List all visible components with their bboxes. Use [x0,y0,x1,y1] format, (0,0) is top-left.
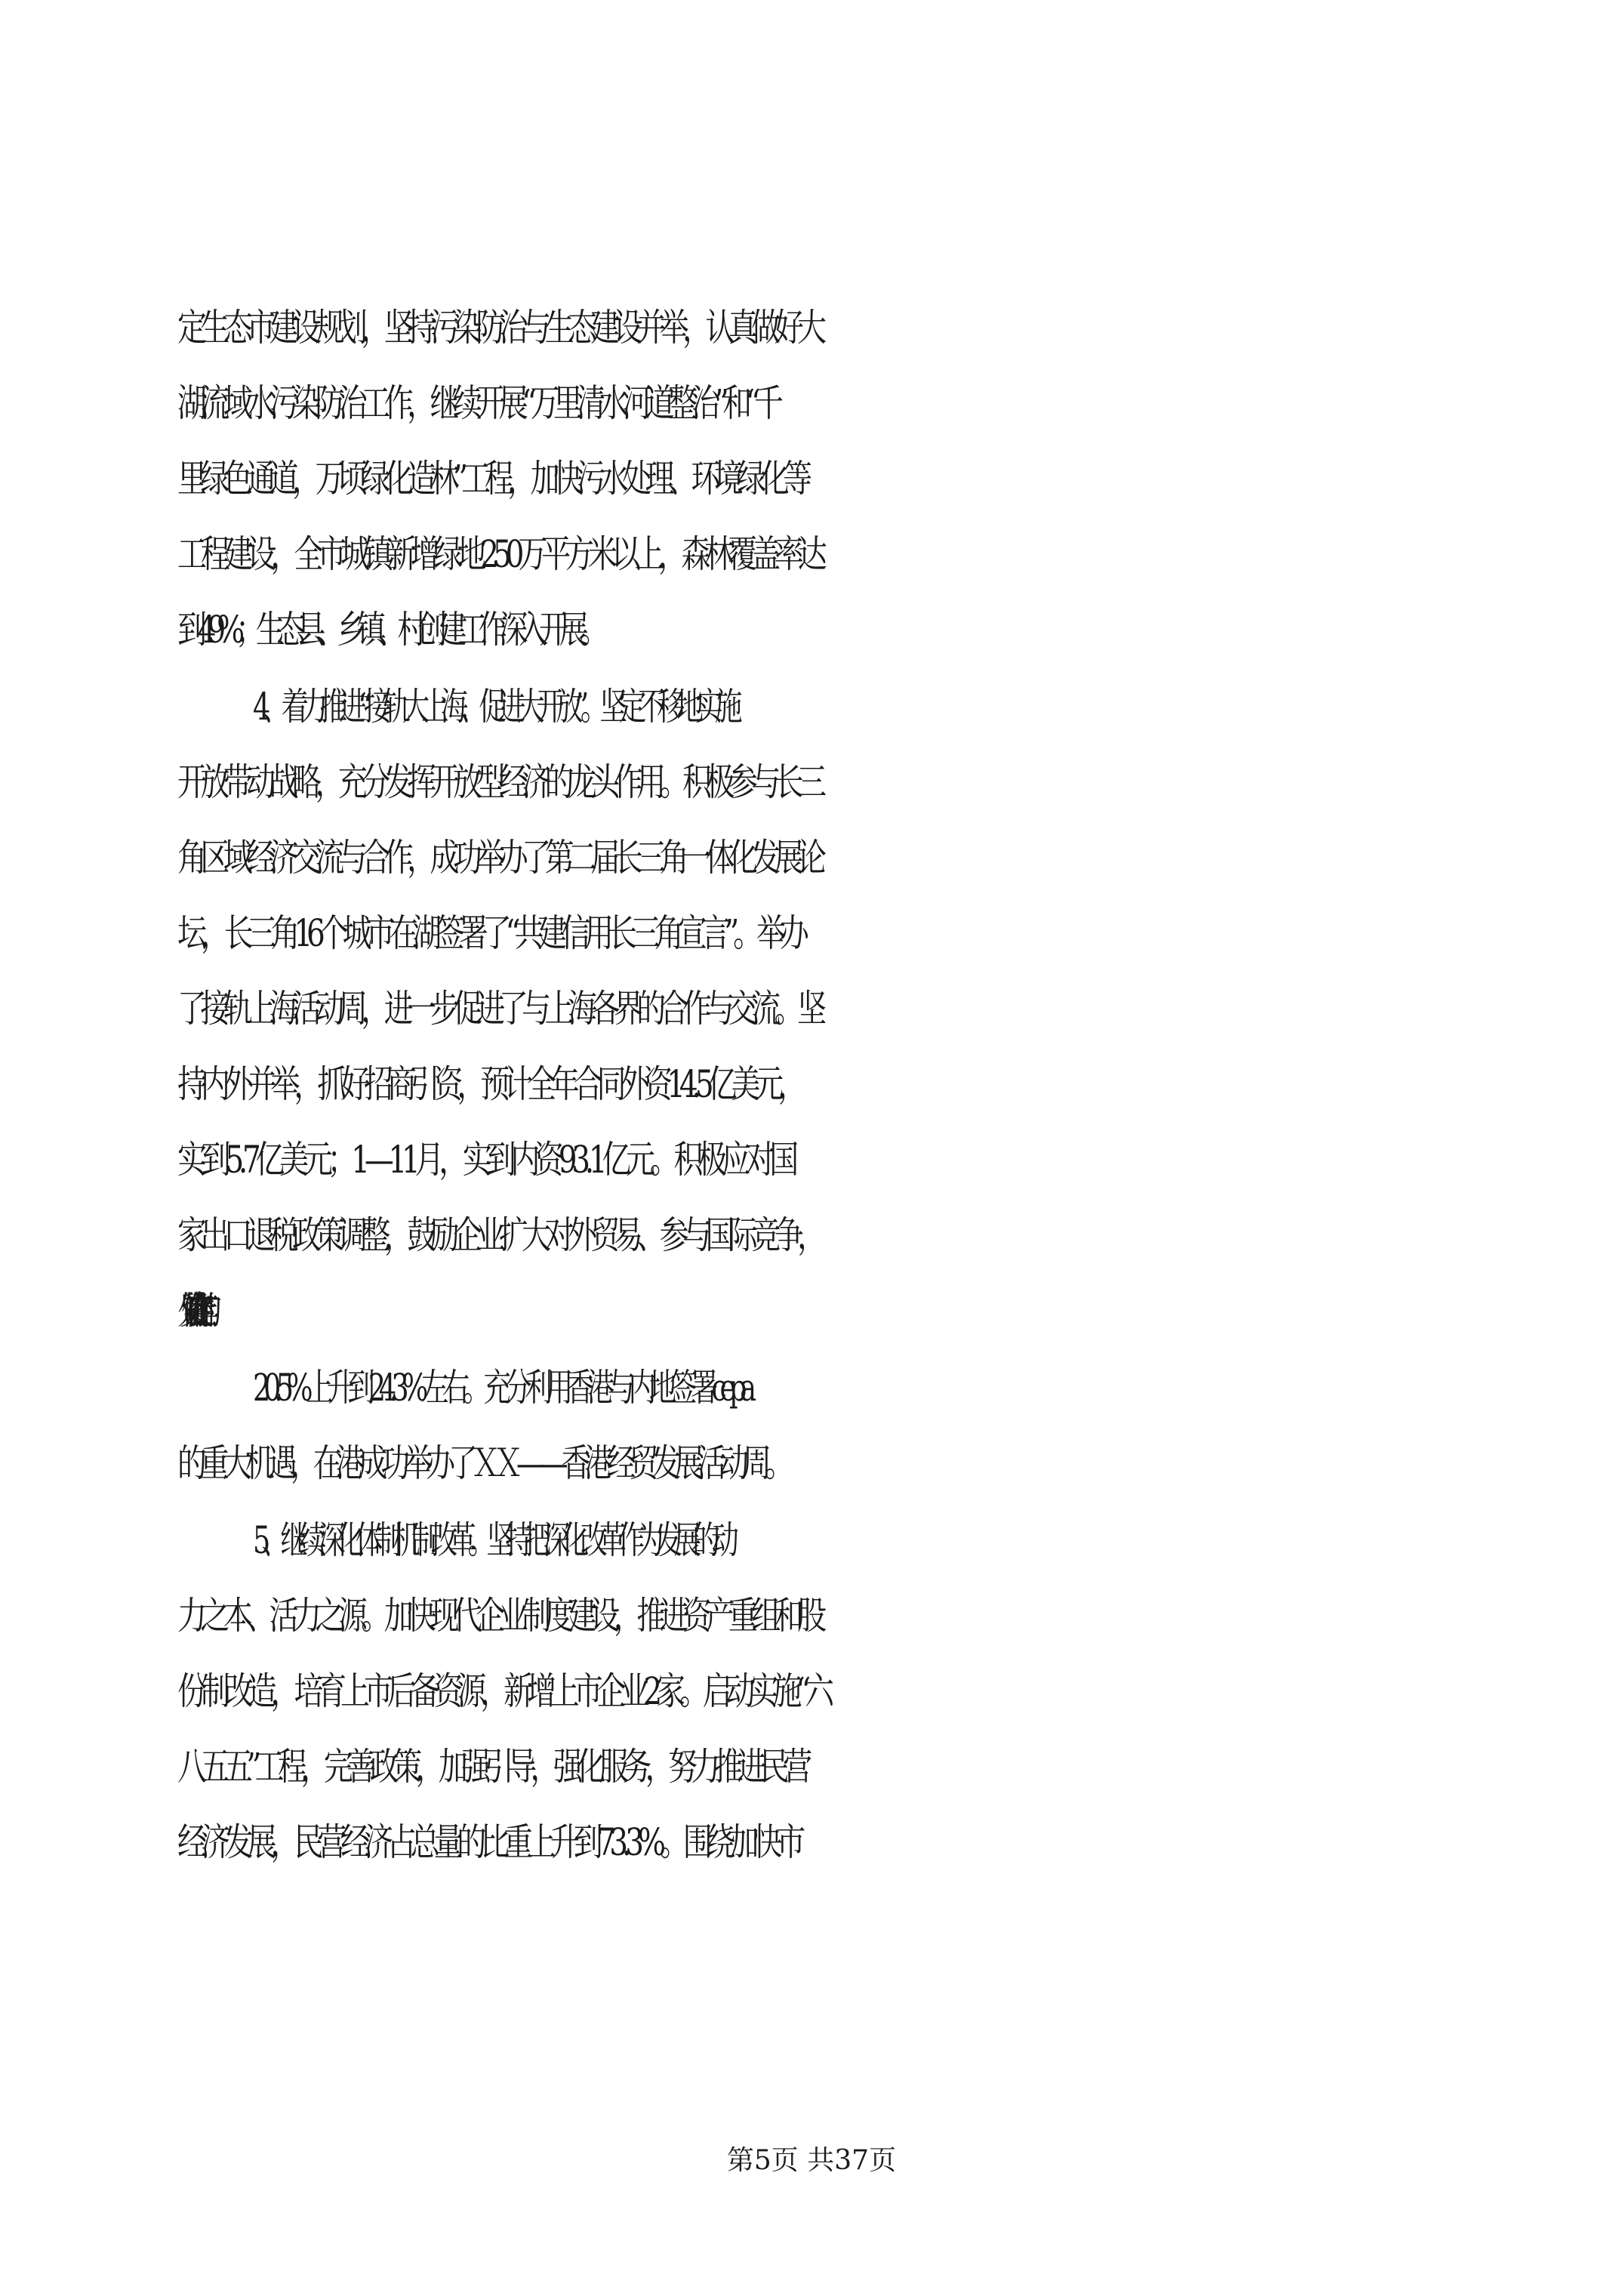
text-line: 开放带动战略，充分发挥开放型经济的龙头作用。积极参与长三 [177,760,821,804]
text-line: 定生态市建设规划，坚持污染防治与生态建设并举，认真做好大 [177,306,821,350]
text-line: 实到5.7亿美元；1—11月，实到内资93.1亿元。积极应对国 [177,1138,793,1182]
text-line: 湖流域水污染防治工作，继续开展“万里清水河道整治”和“千 [177,381,778,425]
text-line: 工程建设，全市城镇新增绿地250万平方米以上，森林覆盖率达 [177,532,821,576]
text-line: 里绿色通道，万顷绿化造林”工程，加快污水处理、环境绿化等 [177,457,806,501]
text-line: 角区域经济交流与合作，成功举办了第二届长三角一体化发展论 [177,836,821,880]
page-number-footer: 第5页 共37页 [726,2145,897,2176]
text-line: 力之本、活力之源。加快现代企业制度建设，推进资产重组和股 [177,1594,821,1638]
paragraph-start-line: 20.5%上升到24.3%左右。充分利用香港与内地签署cepa [253,1366,750,1410]
text-line: 坛，长三角16个城市在湖签署了“共建信用长三角宣言”。举办 [177,911,803,955]
text-line: 经济发展，民营经济占总量的比重上升到73.3%。围绕加快市 [177,1820,800,1864]
text-line: 的重大机遇，在港成功举办了ＸＸ——香港经贸发展活动周。 [177,1441,787,1485]
text-line: 到49%；生态县、乡镇、村创建工作深入开展。 [177,608,600,652]
text-line: 持内外并举，抓好招商引资，预计全年合同外资14.5亿美元， [177,1062,802,1106]
paragraph-start-line: 4、着力推进“接轨大上海、促进大开放”。坚定不移地实施 [253,685,735,729]
text-line: 外贸依存度由上年的 [177,1289,195,1333]
text-line: 八五五”工程，完善政策，加强引导，强化服务，努力推进民营 [177,1745,806,1789]
paragraph-start-line: 5、继续深化体制机制改革。坚持把深化改革作为发展的动 [253,1518,731,1562]
text-line: 份制改造，培育上市后备资源，新增上市企业2家。启动实施“六 [177,1669,828,1713]
text-line: 了接轨上海活动周，进一步促进了与上海各界的合作与交流。坚 [177,987,821,1031]
text-line: 家出口退税政策调整，鼓励企业扩大对外贸易、参与国际竞争， [177,1213,821,1257]
